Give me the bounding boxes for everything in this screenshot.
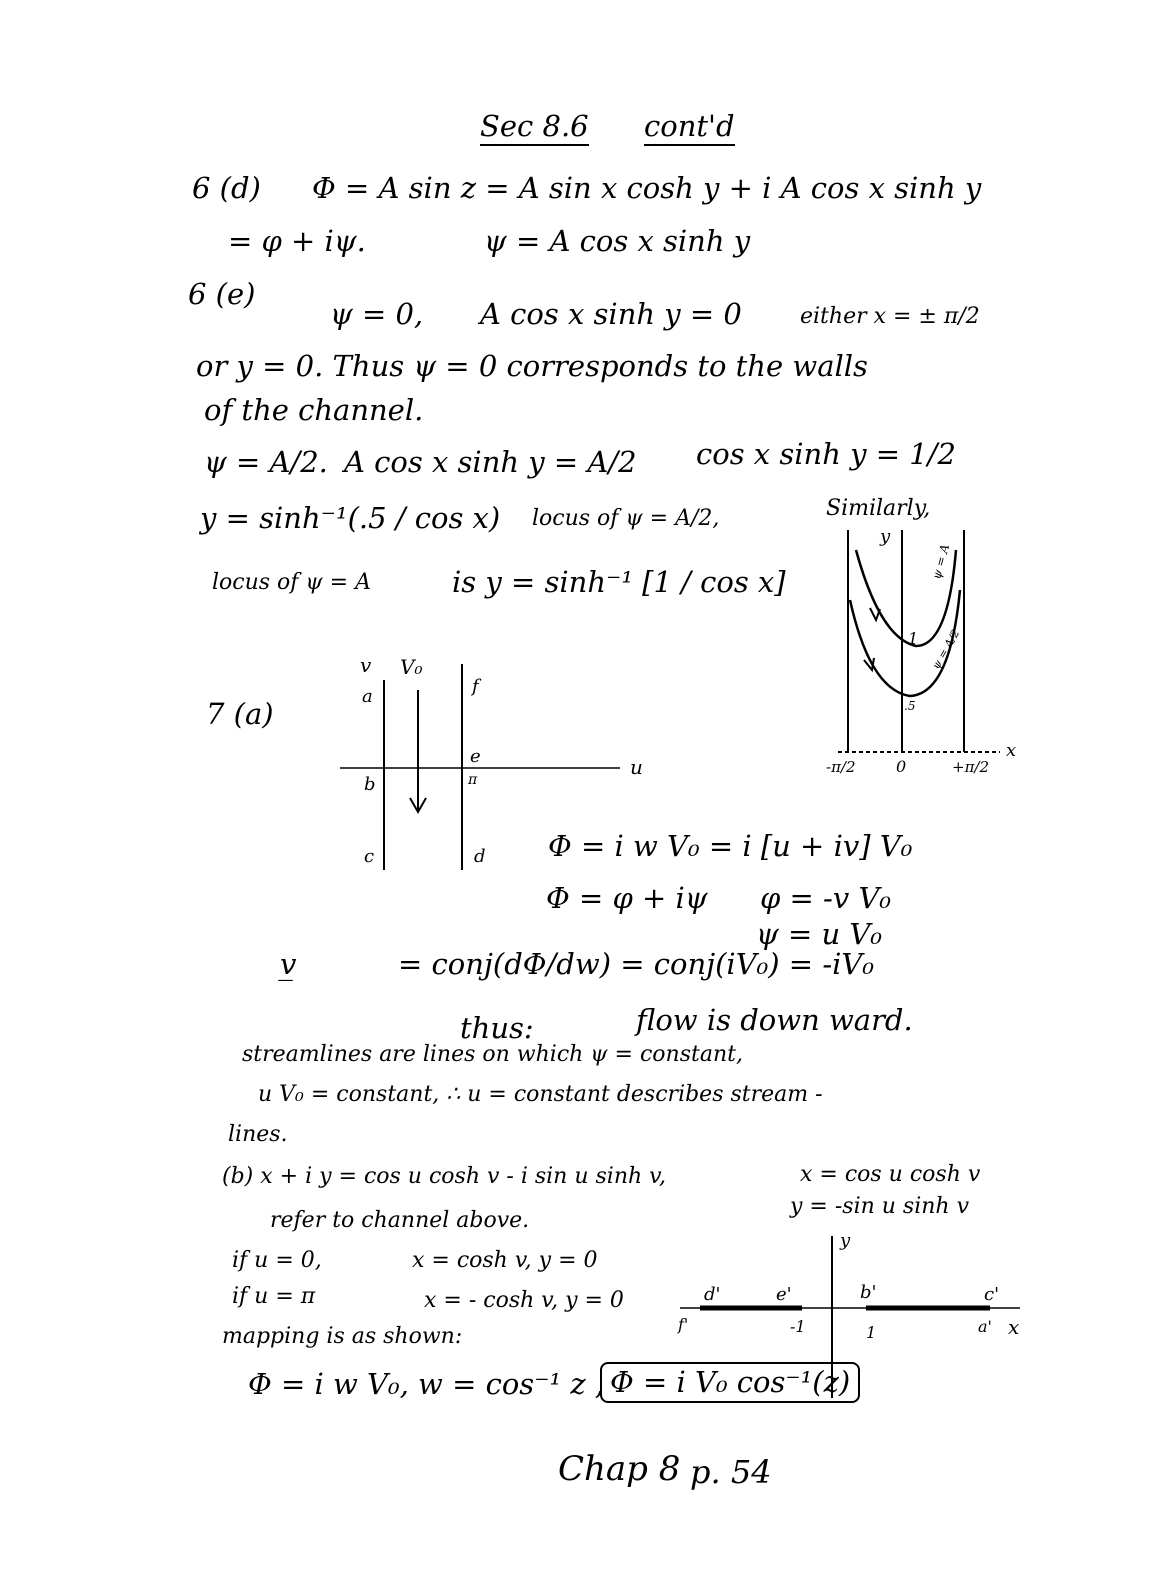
tick-minus-1: -1 <box>790 1317 806 1336</box>
text-7b-4a: if u = π <box>232 1284 316 1309</box>
eq-6d-line2a: = φ + iψ. <box>228 224 366 258</box>
footer-chapter: Chap 8 <box>558 1449 681 1489</box>
similarly-label: Similarly, <box>826 496 931 521</box>
eq-6e-line1c: either x = ± π/2 <box>800 304 980 329</box>
curve-label-a: ψ = A <box>929 542 953 581</box>
text-7b-6a: Φ = i w V₀, w = cos⁻¹ z , <box>248 1367 605 1401</box>
fig7b-y-label: y <box>840 1230 851 1251</box>
eq-7a-4b: = conj(dΦ/dw) = conj(iV₀) = -iV₀ <box>398 947 874 981</box>
point-b: b <box>364 774 376 795</box>
point-f-prime: f' <box>678 1315 689 1334</box>
text-7b-1c: y = -sin u sinh v <box>790 1194 970 1219</box>
eq-7a-3: ψ = u V₀ <box>756 917 882 951</box>
point-b-prime: b' <box>860 1282 877 1303</box>
eq-7a-1: Φ = i w V₀ = i [u + iv] V₀ <box>548 829 913 863</box>
eq-6d-line2b: ψ = A cos x sinh y <box>484 224 751 258</box>
point-pi: π <box>468 772 478 788</box>
point-a-prime: a' <box>978 1317 992 1336</box>
point-f: f <box>472 676 479 697</box>
section-title: Sec 8.6 <box>480 112 589 146</box>
eq-6e-line1a: ψ = 0, <box>330 297 424 331</box>
eq-6e-line4a: ψ = A/2. <box>204 445 328 479</box>
text-7b-2: refer to channel above. <box>270 1208 530 1233</box>
boxed-result: Φ = i V₀ cos⁻¹(z) <box>600 1362 860 1403</box>
v0-label: V₀ <box>400 655 423 679</box>
text-7b-1b: x = cos u cosh v <box>800 1162 981 1187</box>
v-label: v <box>360 653 372 677</box>
eq-6e-line1b: A cos x sinh y = 0 <box>480 297 742 331</box>
point-e-prime: e' <box>776 1284 792 1305</box>
fig6-y-label: y <box>880 526 891 547</box>
text-7a-1b: flow is down ward. <box>636 1003 913 1037</box>
streamline-figure <box>820 520 1020 780</box>
text-7b-3b: x = cosh v, y = 0 <box>412 1248 598 1273</box>
tick-5: .5 <box>904 699 916 713</box>
xtick-mid: 0 <box>896 757 907 776</box>
text-7a-2: streamlines are lines on which ψ = constant, <box>242 1042 743 1067</box>
label-7a: 7 (a) <box>206 697 274 731</box>
text-7b-3a: if u = 0, <box>232 1248 322 1273</box>
text-7b-1a: (b) x + i y = cos u cosh v - i sin u sinh v, <box>222 1164 666 1189</box>
eq-6e-line4c: cos x sinh y = 1/2 <box>696 437 956 471</box>
eq-6d-line1: Φ = A sin z = A sin x cosh y + i A cos x sinh y <box>312 171 982 205</box>
fig6-x-label: x <box>1006 740 1017 761</box>
point-c-prime: c' <box>984 1284 1000 1305</box>
eq-6e-line5b: locus of ψ = A/2, <box>532 506 720 531</box>
eq-6e-line6b: is y = sinh⁻¹ [1 / cos x] <box>452 565 786 599</box>
section-contd: cont'd <box>644 112 735 146</box>
z-plane-mapping-figure <box>670 1226 1050 1406</box>
curve-label-a-half: ψ = A/2 <box>929 627 963 672</box>
text-7a-3: u V₀ = constant, ∴ u = constant describes stream - <box>258 1082 823 1107</box>
eq-6e-line4b: A cos x sinh y = A/2 <box>344 445 637 479</box>
text-7a-1: thus: <box>460 1011 534 1045</box>
point-a: a <box>362 686 373 707</box>
u-label: u <box>630 755 643 779</box>
eq-6e-line3: of the channel. <box>204 393 424 427</box>
eq-7a-4a: v̲ <box>280 947 297 981</box>
eq-7a-2b: φ = -v V₀ <box>760 881 892 915</box>
label-6e: 6 (e) <box>188 277 256 311</box>
xtick-right: +π/2 <box>952 758 990 776</box>
xtick-left: -π/2 <box>826 758 856 776</box>
label-6d: 6 (d) <box>192 171 261 205</box>
eq-6e-line5a: y = sinh⁻¹(.5 / cos x) <box>200 501 501 535</box>
eq-7a-2a: Φ = φ + iψ <box>546 881 708 915</box>
tick-plus-1: 1 <box>866 1323 877 1342</box>
point-d-prime: d' <box>704 1284 721 1305</box>
tick-1: 1 <box>908 629 919 648</box>
text-7b-5: mapping is as shown: <box>222 1324 463 1349</box>
fig7b-x-label: x <box>1008 1315 1020 1339</box>
eq-6e-line2: or y = 0. Thus ψ = 0 corresponds to the walls <box>196 349 868 383</box>
point-c: c <box>364 846 375 867</box>
point-d: d <box>474 846 486 867</box>
text-7a-4: lines. <box>228 1122 288 1147</box>
text-7b-4b: x = - cosh v, y = 0 <box>424 1288 624 1313</box>
footer-page: p. 54 <box>690 1453 772 1491</box>
point-e: e <box>470 746 481 767</box>
eq-6e-line6a: locus of ψ = A <box>212 570 371 595</box>
